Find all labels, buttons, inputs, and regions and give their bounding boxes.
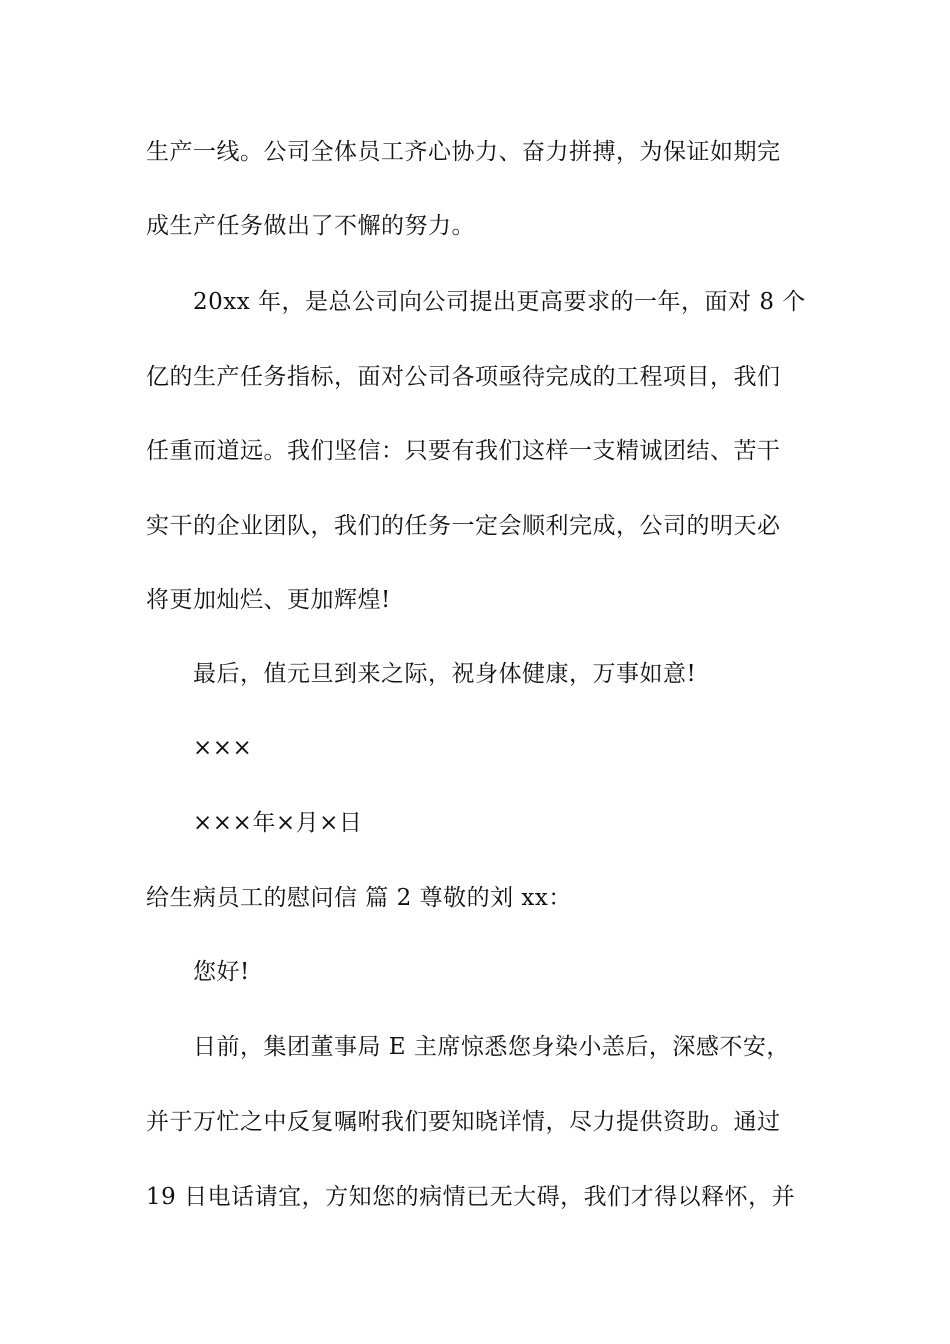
- body-text-line: 将更加灿烂、更加辉煌!: [146, 587, 391, 613]
- body-text-line: 成生产任务做出了不懈的努力。: [146, 213, 475, 239]
- section-heading-line: 给生病员工的慰问信 篇 2 尊敬的刘 xx：: [146, 885, 572, 911]
- body-text-line: 19 日电话请宜，方知您的病情已无大碍，我们才得以释怀，并: [146, 1184, 796, 1210]
- greeting-line: 您好!: [193, 959, 250, 985]
- paragraph-start-line: 日前，集团董事局 E 主席惊悉您身染小恙后，深感不安，: [193, 1034, 790, 1060]
- paragraph-start-line: 20xx 年，是总公司向公司提出更高要求的一年，面对 8 个: [193, 289, 806, 315]
- body-text-line: 亿的生产任务指标，面对公司各项亟待完成的工程项目，我们: [146, 364, 781, 390]
- body-text-line: 任重而道远。我们坚信：只要有我们这样一支精诚团结、苦干: [146, 438, 781, 464]
- body-text-line: 实干的企业团队，我们的任务一定会顺利完成，公司的明天必: [146, 513, 781, 539]
- body-text-line: 生产一线。公司全体员工齐心协力、奋力拼搏，为保证如期完: [146, 139, 781, 165]
- signature-name: ×××: [193, 735, 253, 761]
- signature-date: ×××年×月×日: [193, 810, 363, 836]
- body-text-line: 并于万忙之中反复嘱咐我们要知晓详情，尽力提供资助。通过: [146, 1109, 781, 1135]
- closing-wishes-line: 最后，值元旦到来之际，祝身体健康，万事如意!: [193, 661, 697, 687]
